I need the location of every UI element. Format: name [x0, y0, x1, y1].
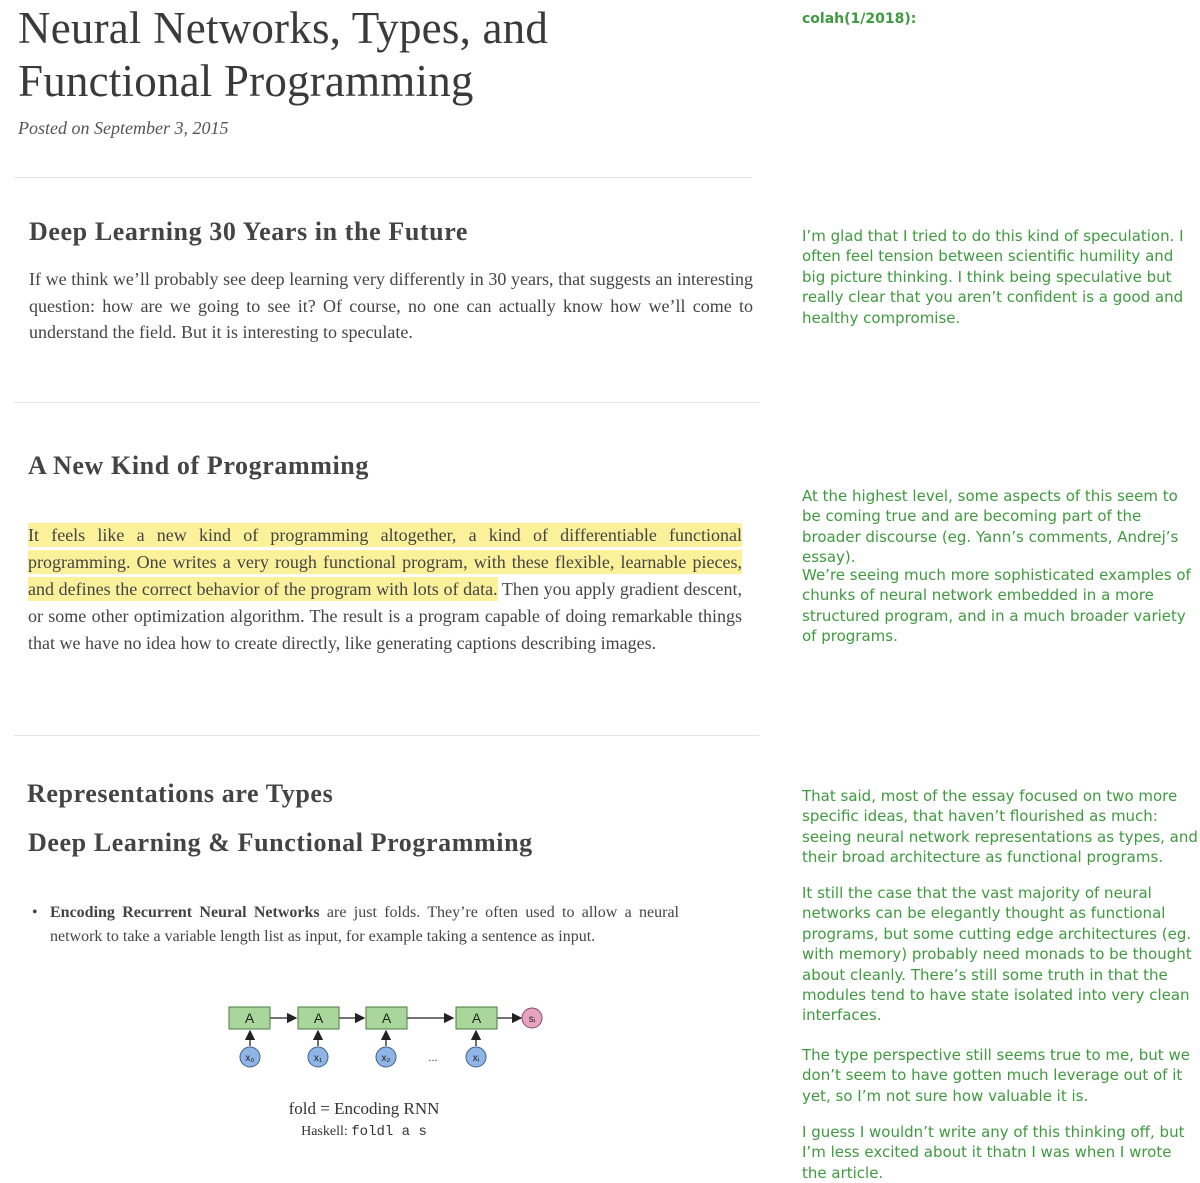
- rnn-output-node: [522, 1008, 542, 1028]
- annotation-header: colah(1/2018):: [802, 11, 917, 27]
- divider: [14, 177, 751, 178]
- bullet-term: Encoding Recurrent Neural Networks: [50, 904, 320, 921]
- svg-text:x₂: x₂: [381, 1053, 391, 1064]
- post-title: Neural Networks, Types, and Functional Programming: [18, 3, 549, 106]
- rnn-cell: [298, 1007, 339, 1029]
- rnn-input-node: [308, 1047, 328, 1067]
- annotation-note: At the highest level, some aspects of this seem to be coming true and are becoming part of the broader discourse (eg. Yann’s comments, Andrej’s essay).: [802, 487, 1179, 567]
- section-heading-future: Deep Learning 30 Years in the Future: [29, 217, 469, 246]
- section-heading-new-kind: A New Kind of Programming: [28, 451, 369, 480]
- svg-text:A: A: [244, 1010, 255, 1026]
- svg-text:A: A: [313, 1010, 324, 1026]
- svg-text:xᵢ: xᵢ: [472, 1053, 480, 1064]
- rnn-cell: [456, 1007, 497, 1029]
- rnn-cell: [366, 1007, 407, 1029]
- svg-text:A: A: [471, 1010, 482, 1026]
- divider: [14, 735, 759, 736]
- rnn-input-node: [240, 1047, 260, 1067]
- svg-text:x₁: x₁: [313, 1053, 323, 1064]
- rnn-ellipsis: ...: [428, 1052, 438, 1064]
- annotation-note: I’m glad that I tried to do this kind of speculation. I often feel tension between scientific humility and big picture thinking. I think being speculative but really clear that you aren’t confident is a good and healthy compromise.: [802, 227, 1184, 327]
- rnn-cell: [229, 1007, 270, 1029]
- annotation-note: That said, most of the essay focused on two more specific ideas, that haven’t flourished as much: seeing neural network representations as types, and their broad architecture as functional programs.: [802, 787, 1198, 867]
- svg-text:x₀: x₀: [245, 1053, 255, 1064]
- section-subheading-fp: Deep Learning & Functional Programming: [28, 828, 533, 857]
- bullet-text: are just folds. They’re often used to allow a neural network to take a variable length list as input, for example taking a sentence as input.: [50, 904, 680, 945]
- section-heading-types: Representations are Types: [27, 779, 334, 808]
- bullet-list: [28, 901, 679, 949]
- svg-text:sᵢ: sᵢ: [528, 1014, 536, 1025]
- divider: [14, 402, 759, 403]
- post-date: Posted on September 3, 2015: [18, 118, 229, 138]
- list-item: [28, 901, 679, 949]
- annotation-note: I guess I wouldn’t write any of this thinking off, but I’m less excited about it thatn I was when I wrote the article.: [802, 1123, 1185, 1182]
- passage-continuation: Then you apply gradient descent, or some other optimization algorithm. The result is a program capable of doing remarkable things that we have no idea how to create directly, like generating captions describing images.: [28, 579, 742, 653]
- haskell-label: Haskell:: [301, 1124, 352, 1139]
- highlighted-passage: It feels like a new kind of programming altogether, a kind of differentiable functional programming. One writes a very rough functional program, with these flexible, learnable pieces, and defines the correct behavior of the program with lots of data.: [28, 525, 742, 599]
- rnn-fold-diagram: [220, 995, 550, 1075]
- annotation-note: The type perspective still seems true to me, but we don’t seem to have gotten much leverage out of it yet, so I’m not sure how valuable it is.: [802, 1046, 1190, 1105]
- svg-text:A: A: [381, 1010, 392, 1026]
- rnn-input-node: [376, 1047, 396, 1067]
- diagram-caption: fold = Encoding RNN: [288, 1099, 440, 1118]
- annotation-note: It still the case that the vast majority of neural networks can be elegantly thought as functional programs, but some cutting edge architectures (eg. with memory) probably need monads to be thought about cleanly. There’s still some truth in that the modules tend to have state isolated into very clean interfaces.: [802, 884, 1192, 1025]
- annotation-note: We’re seeing much more sophisticated examples of chunks of neural network embedded in a more structured program, and in a much broader variety of programs.: [802, 566, 1191, 646]
- haskell-code: foldl a s: [351, 1124, 427, 1140]
- section-body-future: If we think we’ll probably see deep learning very differently in 30 years, that suggests an interesting question: how are we going to see it? Of course, no one can actually know how we’ll come to understand the field. But it is interesting to speculate.: [29, 269, 753, 342]
- section-body-new-kind: [28, 522, 742, 657]
- haskell-caption: [214, 1124, 514, 1140]
- rnn-input-node: [466, 1047, 486, 1067]
